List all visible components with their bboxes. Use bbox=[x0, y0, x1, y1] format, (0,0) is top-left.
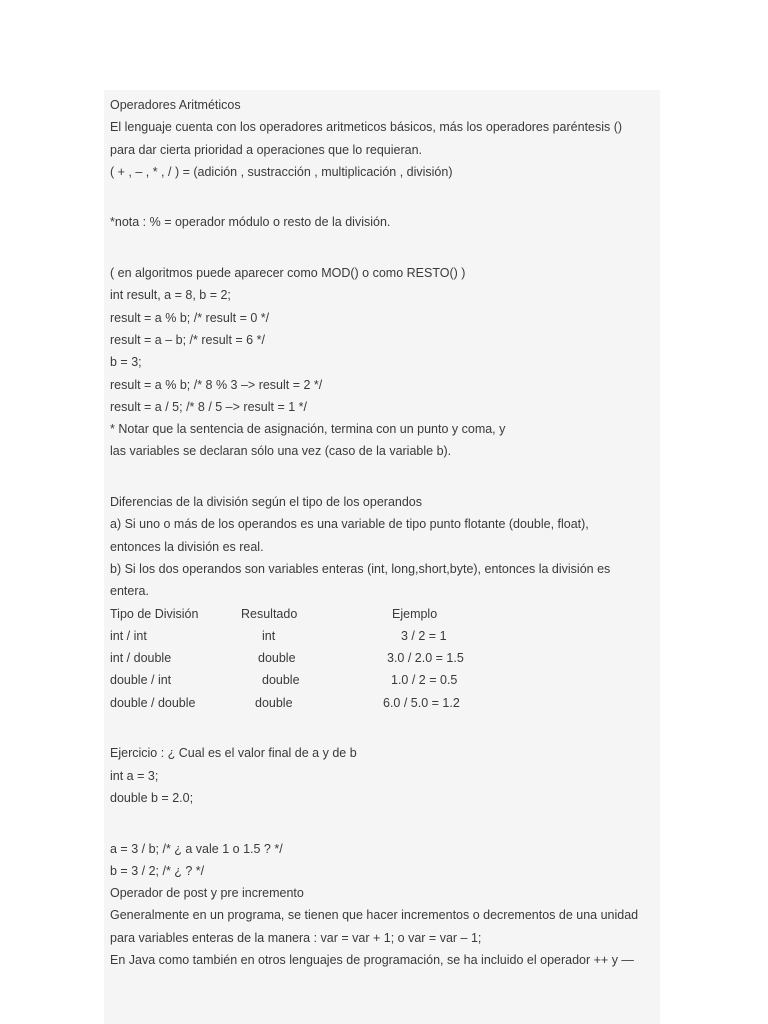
paragraph-line: para variables enteras de la manera : var = var + 1; o var = var – 1; bbox=[110, 930, 482, 945]
code-line: result = a / 5; /* 8 / 5 –> result = 1 */ bbox=[110, 399, 307, 414]
division-table-row bbox=[110, 692, 658, 714]
table-header-cell: Ejemplo bbox=[392, 606, 438, 621]
paragraph-line: ( + , – , * , / ) = (adición , sustracción , multiplicación , división) bbox=[110, 164, 453, 179]
table-cell: double bbox=[255, 695, 293, 710]
division-table-row bbox=[110, 625, 658, 647]
blank-line bbox=[110, 183, 658, 205]
division-table-row bbox=[110, 647, 658, 669]
table-cell: double bbox=[258, 651, 296, 666]
table-cell: int / int bbox=[110, 628, 147, 643]
division-table-row bbox=[110, 669, 658, 691]
table-cell: 3 / 2 = 1 bbox=[401, 628, 447, 643]
paragraph-line: ( en algoritmos puede aparecer como MOD() o como RESTO() ) bbox=[110, 266, 466, 281]
paragraph-line: para dar cierta prioridad a operaciones que lo requieran. bbox=[110, 142, 422, 157]
blank-line bbox=[110, 463, 658, 485]
code-line: result = a – b; /* result = 6 */ bbox=[110, 332, 265, 347]
table-cell: double / int bbox=[110, 673, 172, 688]
table-cell: int bbox=[262, 628, 276, 643]
table-header-cell: Resultado bbox=[241, 606, 298, 621]
paragraph-line: entonces la división es real. bbox=[110, 539, 264, 554]
paragraph-line: Ejercicio : ¿ Cual es el valor final de a y de b bbox=[110, 746, 357, 761]
table-cell: int / double bbox=[110, 651, 172, 666]
table-cell: 3.0 / 2.0 = 1.5 bbox=[387, 651, 464, 666]
paragraph-line: entera. bbox=[110, 584, 149, 599]
paragraph-line: Generalmente en un programa, se tienen que hacer incrementos o decrementos de una unidad bbox=[110, 908, 639, 923]
note-line: *nota : % = operador módulo o resto de la división. bbox=[110, 215, 391, 230]
blank-line bbox=[110, 714, 658, 736]
code-line: double b = 2.0; bbox=[110, 790, 194, 805]
code-line: b = 3 / 2; /* ¿ ? */ bbox=[110, 863, 205, 878]
code-line: result = a % b; /* 8 % 3 –> result = 2 */ bbox=[110, 377, 323, 392]
code-line: result = a % b; /* result = 0 */ bbox=[110, 310, 270, 325]
paragraph-line: En Java como también en otros lenguajes de programación, se ha incluido el operador ++ y — bbox=[110, 952, 634, 967]
section-heading: Operador de post y pre incremento bbox=[110, 886, 304, 901]
table-cell: 6.0 / 5.0 = 1.2 bbox=[383, 695, 460, 710]
blank-line bbox=[110, 809, 658, 831]
division-table-header bbox=[110, 603, 658, 625]
document-text bbox=[110, 94, 658, 971]
code-line: int result, a = 8, b = 2; bbox=[110, 288, 231, 303]
table-cell: double bbox=[262, 673, 300, 688]
table-cell: double / double bbox=[110, 695, 196, 710]
paragraph-line: las variables se declaran sólo una vez (caso de la variable b). bbox=[110, 444, 452, 459]
paragraph-line: El lenguaje cuenta con los operadores aritmeticos básicos, más los operadores paréntesis () bbox=[110, 120, 623, 135]
code-line: int a = 3; bbox=[110, 768, 159, 783]
code-line: b = 3; bbox=[110, 355, 142, 370]
table-header-cell: Tipo de División bbox=[110, 606, 199, 621]
section-heading: Diferencias de la división según el tipo de los operandos bbox=[110, 495, 422, 510]
section-heading: Operadores Aritméticos bbox=[110, 98, 241, 112]
paragraph-line: * Notar que la sentencia de asignación, termina con un punto y coma, y bbox=[110, 422, 506, 437]
blank-line bbox=[110, 234, 658, 256]
paragraph-line: b) Si los dos operandos son variables enteras (int, long,short,byte), entonces la división es bbox=[110, 561, 611, 576]
paragraph-line: a) Si uno o más de los operandos es una variable de tipo punto flotante (double, float), bbox=[110, 517, 589, 532]
code-line: a = 3 / b; /* ¿ a vale 1 o 1.5 ? */ bbox=[110, 841, 283, 856]
table-cell: 1.0 / 2 = 0.5 bbox=[391, 673, 458, 688]
